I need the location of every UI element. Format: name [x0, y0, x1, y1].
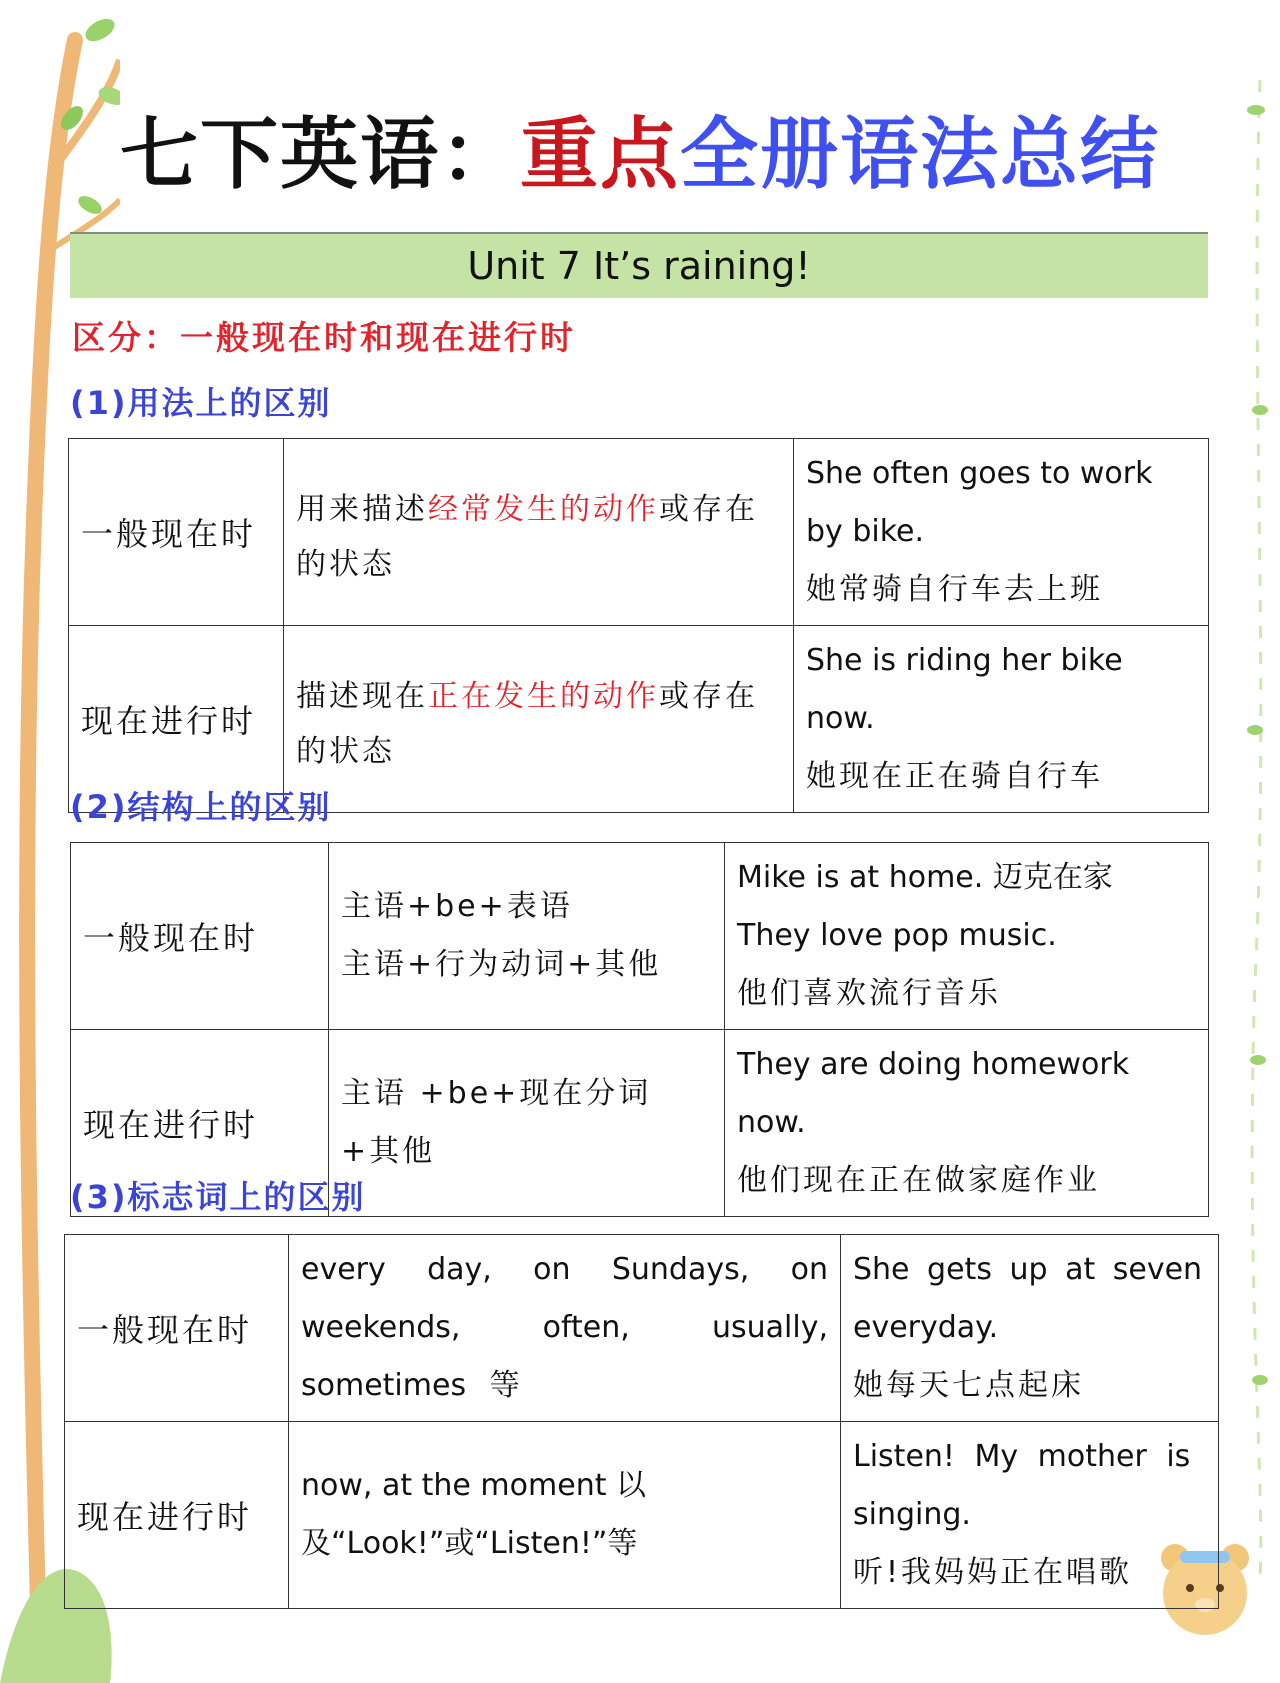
table-row [71, 843, 1209, 1030]
example-cn: 她现在正在骑自行车 [806, 759, 1103, 794]
example-line-1: They are doing homework now. [737, 1047, 1130, 1140]
example-line-2: They love pop music. [737, 918, 1057, 953]
example-cell [794, 626, 1209, 813]
usage-highlight: 正在发生的动作 [428, 679, 659, 714]
title-part-1: 七下英语： [119, 109, 520, 200]
example-en: She is riding her bike now. [806, 643, 1123, 736]
example-cn: 听!我妈妈正在唱歌 [853, 1555, 1133, 1590]
structure-cell [329, 1030, 725, 1217]
example-cn: 她每天七点起床 [853, 1368, 1084, 1403]
usage-cell [284, 439, 794, 626]
unit-title-bar: Unit 7 It’s raining! [70, 232, 1208, 298]
usage-highlight: 经常发生的动作 [428, 492, 659, 527]
tense-cell: 现在进行时 [69, 626, 284, 813]
structure-line-1: 主语+be+表语 [341, 889, 573, 924]
usage-cell [284, 626, 794, 813]
example-cn: 她常骑自行车去上班 [806, 572, 1103, 607]
markers-table [64, 1234, 1219, 1609]
markers-cell [289, 1422, 841, 1609]
example-cell [725, 1030, 1209, 1217]
structure-table [70, 842, 1209, 1217]
usage-post: 或存在的状态 [296, 492, 758, 582]
markers-text: now, at the moment 以及“Look!”或“Listen!”等 [301, 1468, 646, 1561]
structure-cell [329, 843, 725, 1030]
tense-cell: 一般现在时 [65, 1235, 289, 1422]
example-cell [841, 1422, 1219, 1609]
usage-pre: 用来描述 [296, 492, 428, 527]
example-cell [725, 843, 1209, 1030]
tense-cell: 现在进行时 [65, 1422, 289, 1609]
usage-post: 或存在的状态 [296, 679, 758, 769]
subheading-usage: (1)用法上的区别 [70, 384, 332, 422]
usage-table [68, 438, 1209, 813]
example-cell [794, 439, 1209, 626]
tense-cell: 一般现在时 [69, 439, 284, 626]
structure-line-2: 主语+行为动词+其他 [341, 947, 662, 982]
section-heading: 区分：一般现在时和现在进行时 [72, 318, 576, 357]
subheading-markers: (3)标志词上的区别 [70, 1178, 366, 1216]
title-part-2: 重点 [519, 109, 680, 200]
structure-line-1: 主语 +be+现在分词+其他 [341, 1076, 652, 1169]
usage-pre: 描述现在 [296, 679, 428, 714]
markers-text: every day, on Sundays, on weekends, often, usually, sometimes 等 [301, 1252, 828, 1403]
example-line-3: 他们喜欢流行音乐 [737, 976, 1001, 1011]
tense-cell: 一般现在时 [71, 843, 329, 1030]
markers-cell [289, 1235, 841, 1422]
page-title [0, 100, 1280, 210]
table-row [69, 439, 1209, 626]
example-en: She gets up at seven everyday. [853, 1252, 1203, 1345]
example-en: She often goes to work by bike. [806, 456, 1153, 549]
example-line-2: 他们现在正在做家庭作业 [737, 1163, 1100, 1198]
subheading-structure: (2)结构上的区别 [70, 788, 332, 826]
tense-cell: 现在进行时 [71, 1030, 329, 1217]
example-cell [841, 1235, 1219, 1422]
table-row [65, 1235, 1219, 1422]
title-part-3: 全册语法总结 [680, 109, 1161, 200]
table-row [65, 1422, 1219, 1609]
example-line-1: Mike is at home. 迈克在家 [737, 860, 1113, 895]
leaf-vine [1230, 80, 1280, 1580]
example-en: Listen! My mother is singing. [853, 1439, 1191, 1532]
